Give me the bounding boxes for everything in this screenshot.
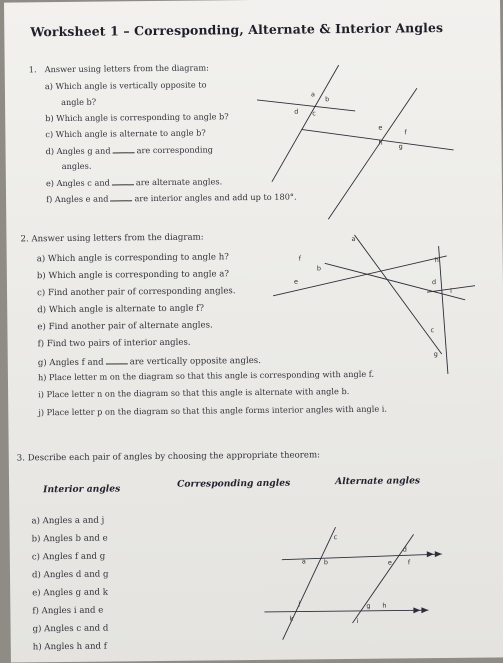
q1-label-h: h <box>378 138 383 147</box>
q2-i: i) Place letter n on the diagram so that this angle is alternate with angle b. <box>38 386 350 400</box>
q3-label-h: h <box>382 601 387 610</box>
q3-label-k: k <box>289 614 294 623</box>
q3-item-e: e) Angles g and k <box>32 587 108 599</box>
q2-label-d: d <box>431 278 437 287</box>
arrow-icon <box>413 607 420 613</box>
q1-number: 1. <box>28 64 37 75</box>
q1-d-post: are corresponding <box>136 144 214 156</box>
q1-f-post: are interior angles and add up to 180°. <box>134 191 297 204</box>
q2-label-a: a <box>351 234 356 243</box>
q2-f: f) Find two pairs of interior angles. <box>37 337 191 350</box>
q3-label-e: e <box>387 558 392 567</box>
q1-d-pre: d) Angles g and <box>45 145 111 157</box>
q3-item-h: h) Angles h and f <box>32 641 108 653</box>
q1-f-pre: f) Angles e and <box>46 193 109 205</box>
q1-b: b) Which angle is corresponding to angle b? <box>45 111 229 124</box>
q3-item-a: a) Angles a and j <box>31 515 105 527</box>
q2-c: c) Find another pair of corresponding angles. <box>37 286 236 299</box>
q2-g-pre: g) Angles f and <box>37 357 104 369</box>
q2-g-post: are vertically opposite angles. <box>129 355 261 368</box>
q3-label-a: a <box>301 557 306 566</box>
q2-label-f: f <box>298 254 302 263</box>
worksheet-title: Worksheet 1 – Corresponding, Alternate & Interior Angles <box>30 20 444 40</box>
q3-label-i: i <box>356 616 359 625</box>
q2-label-e: e <box>293 277 298 286</box>
worksheet-page <box>4 0 503 663</box>
q2-b: b) Which angle is corresponding to angle a? <box>36 269 230 282</box>
q2-label-h: h <box>434 256 439 265</box>
q1-a-line2: angle b? <box>61 96 97 108</box>
q3-transversal-left <box>282 527 337 640</box>
q1-label-g: g <box>398 142 403 151</box>
q2-intro: 2. Answer using letters from the diagram: <box>20 232 204 245</box>
q3-label-f: f <box>407 558 411 567</box>
arrow-icon <box>427 551 434 557</box>
header-interior-angles: Interior angles <box>43 483 121 496</box>
q2-label-b: b <box>316 264 321 273</box>
q3-item-d: d) Angles d and g <box>31 569 109 581</box>
q1-label-d: d <box>294 107 299 116</box>
q2-label-i: i <box>450 286 452 295</box>
q3-item-c: c) Angles f and g <box>31 551 106 563</box>
q3-label-g: g <box>366 601 371 610</box>
q2-e: e) Find another pair of alternate angles. <box>37 320 213 333</box>
header-corresponding-angles: Corresponding angles <box>177 477 291 490</box>
header-alternate-angles: Alternate angles <box>334 475 421 488</box>
q2-label-c: c <box>430 326 435 335</box>
q2-label-g: g <box>433 350 438 359</box>
q3-label-j: j <box>298 599 301 608</box>
q1-label-f: f <box>404 128 407 137</box>
q3-item-g: g) Angles c and d <box>32 623 109 635</box>
q1-a-line1: a) Which angle is vertically opposite to <box>44 79 207 92</box>
q1-label-a: a <box>310 90 316 99</box>
q3-label-c: c <box>333 533 338 542</box>
q2-j: j) Place letter p on the diagram so that this angle forms interior angles with angle i. <box>38 403 388 418</box>
arrow-icon <box>435 551 442 557</box>
q1-c: c) Which angle is alternate to angle b? <box>45 127 206 140</box>
q1-intro: Answer using letters from the diagram: <box>44 62 209 75</box>
arrow-icon <box>421 607 428 613</box>
q2-d: d) Which angle is alternate to angle f? <box>37 303 204 316</box>
q3-item-f: f) Angles i and e <box>32 605 104 617</box>
q1-e-post: are alternate angles. <box>135 176 223 188</box>
q3-intro: 3. Describe each pair of angles by choosing the appropriate theorem: <box>16 450 321 464</box>
q2-h: h) Place letter m on the diagram so that this angle is corresponding with angle f. <box>37 368 375 383</box>
q3-label-d: d <box>402 545 407 554</box>
q2-a: a) Which angle is corresponding to angle h? <box>36 252 229 265</box>
q3-diagram <box>4 0 503 663</box>
q3-line-bottom <box>264 610 428 612</box>
q1-d-line2: angles. <box>61 160 92 172</box>
q3-item-b: b) Angles b and e <box>31 533 108 545</box>
q1-e-pre: e) Angles c and <box>45 177 110 189</box>
q3-label-b: b <box>323 558 329 567</box>
q1-label-c: c <box>312 109 316 118</box>
q1-label-e: e <box>378 123 383 132</box>
q1-label-b: b <box>325 95 330 104</box>
